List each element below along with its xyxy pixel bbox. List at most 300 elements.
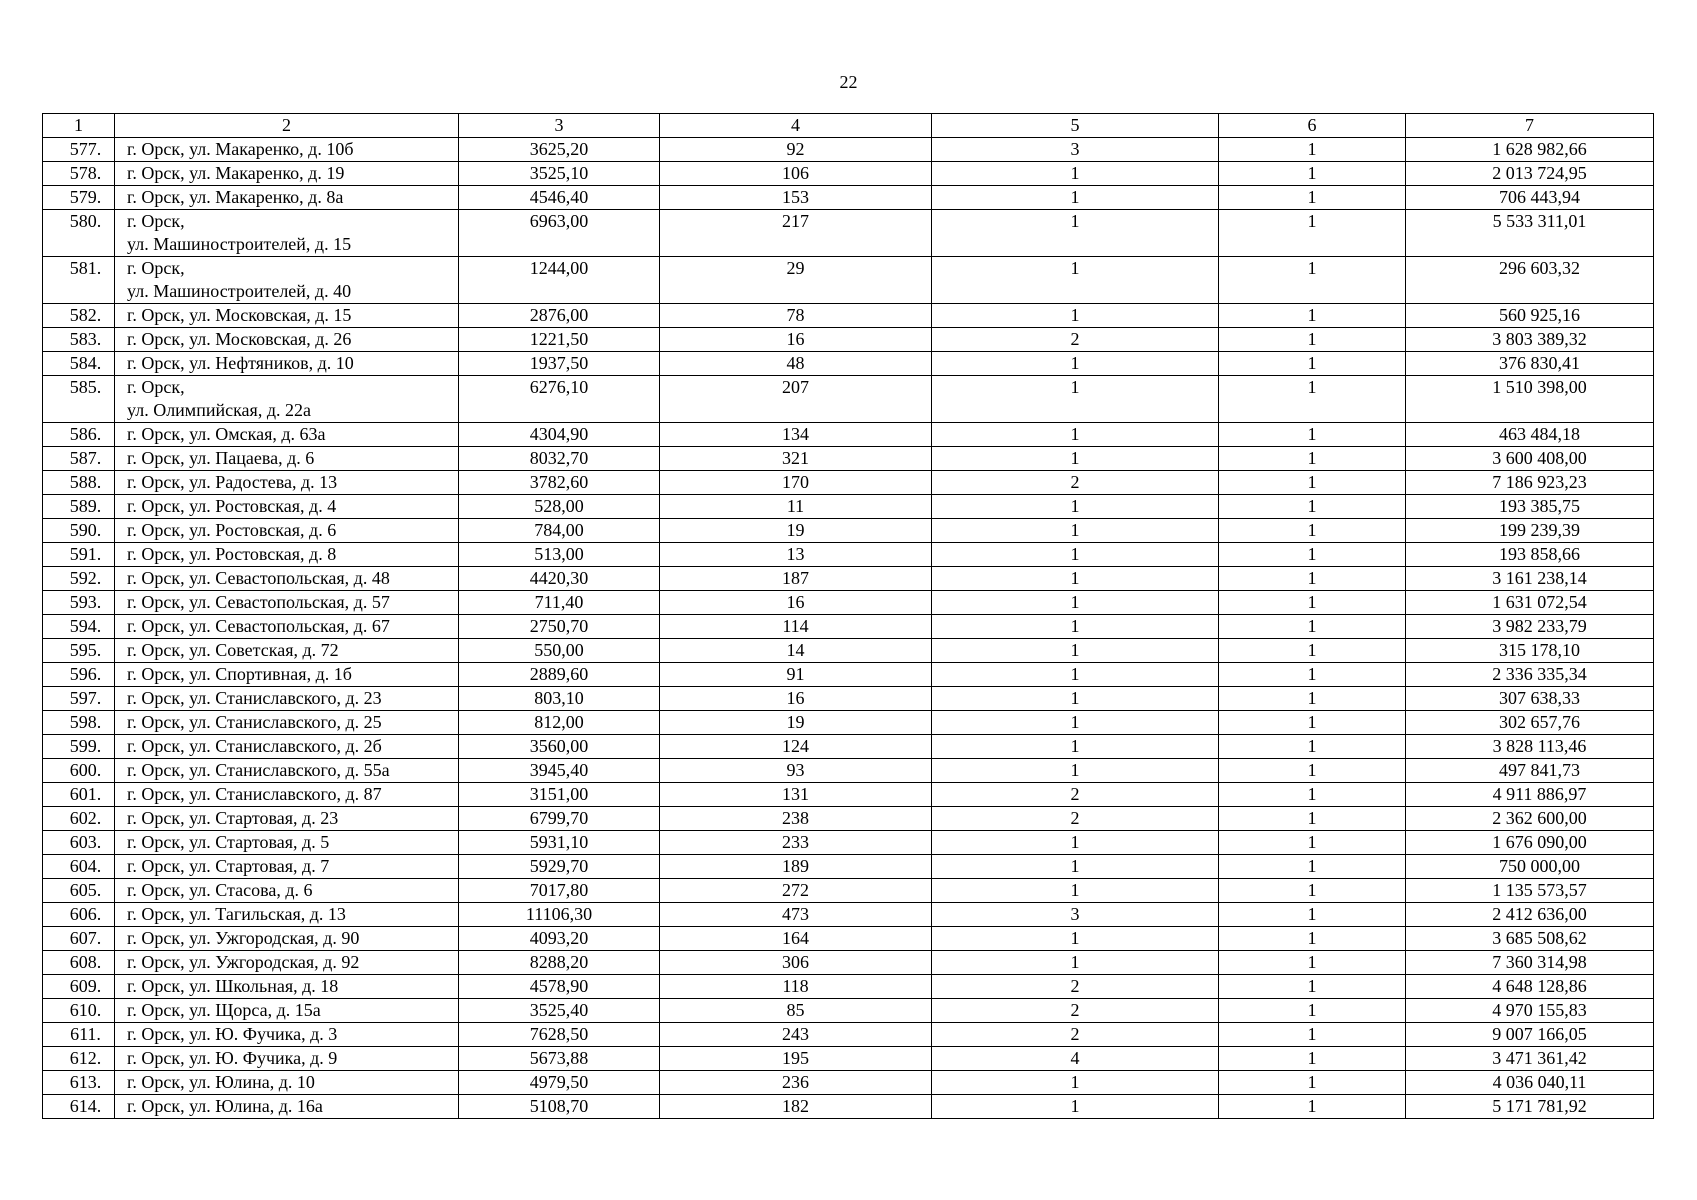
column-5-cell: 1	[932, 447, 1219, 471]
table-row	[43, 1095, 1654, 1119]
address-line: г. Орск, ул. Станиславского, д. 2б	[127, 736, 382, 756]
address-line: г. Орск, ул. Стартовая, д. 23	[127, 808, 339, 828]
column-header: 6	[1219, 114, 1406, 138]
address-line: г. Орск, ул. Тагильская, д. 13	[127, 904, 346, 924]
column-5-cell: 2	[932, 471, 1219, 495]
table-row	[43, 687, 1654, 711]
area-cell: 3525,40	[459, 999, 660, 1023]
column-5-cell: 1	[932, 352, 1219, 376]
address-line: г. Орск,	[127, 258, 185, 278]
address-line: г. Орск, ул. Московская, д. 15	[127, 305, 352, 325]
row-number-cell: 601.	[43, 783, 115, 807]
address-line: ул. Машиностроителей, д. 40	[127, 281, 352, 301]
column-4-cell: 134	[660, 423, 932, 447]
amount-cell: 3 828 113,46	[1406, 735, 1654, 759]
row-number-cell: 611.	[43, 1023, 115, 1047]
amount-cell: 5 533 311,01	[1406, 210, 1654, 257]
row-number-cell: 614.	[43, 1095, 115, 1119]
amount-cell: 307 638,33	[1406, 687, 1654, 711]
column-5-cell: 1	[932, 376, 1219, 423]
table-row	[43, 807, 1654, 831]
address-cell	[115, 423, 459, 447]
area-cell: 7628,50	[459, 1023, 660, 1047]
row-number-cell: 590.	[43, 519, 115, 543]
amount-cell: 2 412 636,00	[1406, 903, 1654, 927]
table-row	[43, 257, 1654, 304]
row-number-cell: 579.	[43, 186, 115, 210]
column-5-cell: 1	[932, 162, 1219, 186]
area-cell: 6276,10	[459, 376, 660, 423]
address-cell	[115, 186, 459, 210]
area-cell: 4304,90	[459, 423, 660, 447]
table-row	[43, 471, 1654, 495]
column-5-cell: 1	[932, 495, 1219, 519]
column-6-cell: 1	[1219, 519, 1406, 543]
column-5-cell: 1	[932, 855, 1219, 879]
column-5-cell: 1	[932, 210, 1219, 257]
area-cell: 4093,20	[459, 927, 660, 951]
table-row	[43, 328, 1654, 352]
row-number-cell: 585.	[43, 376, 115, 423]
row-number-cell: 606.	[43, 903, 115, 927]
address-cell	[115, 1023, 459, 1047]
column-4-cell: 19	[660, 711, 932, 735]
row-number-cell: 597.	[43, 687, 115, 711]
column-4-cell: 48	[660, 352, 932, 376]
column-6-cell: 1	[1219, 735, 1406, 759]
address-cell	[115, 1095, 459, 1119]
column-4-cell: 195	[660, 1047, 932, 1071]
column-4-cell: 189	[660, 855, 932, 879]
column-6-cell: 1	[1219, 186, 1406, 210]
page-number: 22	[839, 72, 858, 92]
row-number-cell: 599.	[43, 735, 115, 759]
table-row	[43, 615, 1654, 639]
amount-cell: 3 685 508,62	[1406, 927, 1654, 951]
address-cell	[115, 975, 459, 999]
address-cell	[115, 951, 459, 975]
column-4-cell: 131	[660, 783, 932, 807]
address-line: г. Орск, ул. Омская, д. 63а	[127, 424, 326, 444]
column-6-cell: 1	[1219, 927, 1406, 951]
table-row	[43, 162, 1654, 186]
address-cell	[115, 471, 459, 495]
row-number-cell: 587.	[43, 447, 115, 471]
column-6-cell: 1	[1219, 352, 1406, 376]
row-number-cell: 598.	[43, 711, 115, 735]
column-5-cell: 1	[932, 615, 1219, 639]
column-6-cell: 1	[1219, 855, 1406, 879]
amount-cell: 376 830,41	[1406, 352, 1654, 376]
area-cell: 8032,70	[459, 447, 660, 471]
column-4-cell: 78	[660, 304, 932, 328]
column-5-cell: 1	[932, 1095, 1219, 1119]
address-line: г. Орск, ул. Спортивная, д. 1б	[127, 664, 352, 684]
table-row	[43, 138, 1654, 162]
column-5-cell: 1	[932, 304, 1219, 328]
address-cell	[115, 879, 459, 903]
column-6-cell: 1	[1219, 591, 1406, 615]
address-cell	[115, 663, 459, 687]
column-5-cell: 1	[932, 663, 1219, 687]
row-number-cell: 580.	[43, 210, 115, 257]
address-cell	[115, 352, 459, 376]
amount-cell: 3 600 408,00	[1406, 447, 1654, 471]
address-cell	[115, 567, 459, 591]
column-4-cell: 306	[660, 951, 932, 975]
address-cell	[115, 495, 459, 519]
table-row	[43, 831, 1654, 855]
column-6-cell: 1	[1219, 999, 1406, 1023]
column-5-cell: 1	[932, 591, 1219, 615]
column-5-cell: 2	[932, 328, 1219, 352]
address-line: г. Орск, ул. Ужгородская, д. 92	[127, 952, 360, 972]
address-line: г. Орск, ул. Ростовская, д. 8	[127, 544, 337, 564]
column-6-cell: 1	[1219, 759, 1406, 783]
row-number-cell: 577.	[43, 138, 115, 162]
table-row	[43, 855, 1654, 879]
column-5-cell: 1	[932, 735, 1219, 759]
row-number-cell: 578.	[43, 162, 115, 186]
column-4-cell: 16	[660, 687, 932, 711]
column-6-cell: 1	[1219, 423, 1406, 447]
area-cell: 6963,00	[459, 210, 660, 257]
column-4-cell: 207	[660, 376, 932, 423]
column-6-cell: 1	[1219, 783, 1406, 807]
table-row	[43, 951, 1654, 975]
table-row	[43, 591, 1654, 615]
column-5-cell: 1	[932, 927, 1219, 951]
amount-cell: 5 171 781,92	[1406, 1095, 1654, 1119]
column-5-cell: 3	[932, 903, 1219, 927]
area-cell: 803,10	[459, 687, 660, 711]
address-cell	[115, 1071, 459, 1095]
column-6-cell: 1	[1219, 831, 1406, 855]
column-5-cell: 4	[932, 1047, 1219, 1071]
column-4-cell: 236	[660, 1071, 932, 1095]
column-4-cell: 92	[660, 138, 932, 162]
column-5-cell: 1	[932, 711, 1219, 735]
column-4-cell: 473	[660, 903, 932, 927]
address-cell	[115, 807, 459, 831]
column-6-cell: 1	[1219, 567, 1406, 591]
amount-cell: 199 239,39	[1406, 519, 1654, 543]
amount-cell: 4 036 040,11	[1406, 1071, 1654, 1095]
amount-cell: 560 925,16	[1406, 304, 1654, 328]
column-4-cell: 11	[660, 495, 932, 519]
address-line: г. Орск, ул. Школьная, д. 18	[127, 976, 339, 996]
address-line: г. Орск, ул. Юлина, д. 10	[127, 1072, 315, 1092]
row-number-cell: 602.	[43, 807, 115, 831]
address-cell	[115, 615, 459, 639]
table-row	[43, 879, 1654, 903]
area-cell: 6799,70	[459, 807, 660, 831]
address-cell	[115, 903, 459, 927]
column-4-cell: 13	[660, 543, 932, 567]
area-cell: 3151,00	[459, 783, 660, 807]
column-4-cell: 91	[660, 663, 932, 687]
row-number-cell: 589.	[43, 495, 115, 519]
area-cell: 812,00	[459, 711, 660, 735]
area-cell: 2889,60	[459, 663, 660, 687]
table-row	[43, 423, 1654, 447]
row-number-cell: 605.	[43, 879, 115, 903]
table-row	[43, 639, 1654, 663]
table-row	[43, 927, 1654, 951]
address-line: г. Орск, ул. Щорса, д. 15а	[127, 1000, 321, 1020]
row-number-cell: 584.	[43, 352, 115, 376]
column-4-cell: 321	[660, 447, 932, 471]
table-row	[43, 735, 1654, 759]
table-row	[43, 352, 1654, 376]
column-5-cell: 2	[932, 783, 1219, 807]
column-5-cell: 2	[932, 975, 1219, 999]
address-cell	[115, 257, 459, 304]
amount-cell: 463 484,18	[1406, 423, 1654, 447]
amount-cell: 296 603,32	[1406, 257, 1654, 304]
column-6-cell: 1	[1219, 376, 1406, 423]
column-5-cell: 1	[932, 543, 1219, 567]
table-row	[43, 304, 1654, 328]
column-5-cell: 2	[932, 1023, 1219, 1047]
column-5-cell: 1	[932, 687, 1219, 711]
column-6-cell: 1	[1219, 447, 1406, 471]
row-number-cell: 609.	[43, 975, 115, 999]
address-line: ул. Машиностроителей, д. 15	[127, 234, 352, 254]
column-header: 3	[459, 114, 660, 138]
column-4-cell: 272	[660, 879, 932, 903]
address-cell	[115, 1047, 459, 1071]
column-6-cell: 1	[1219, 1023, 1406, 1047]
column-5-cell: 1	[932, 831, 1219, 855]
table-row	[43, 1047, 1654, 1071]
address-line: г. Орск, ул. Радостева, д. 13	[127, 472, 338, 492]
row-number-cell: 593.	[43, 591, 115, 615]
row-number-cell: 613.	[43, 1071, 115, 1095]
area-cell: 4420,30	[459, 567, 660, 591]
column-4-cell: 16	[660, 328, 932, 352]
row-number-cell: 612.	[43, 1047, 115, 1071]
table-row	[43, 1071, 1654, 1095]
amount-cell: 4 970 155,83	[1406, 999, 1654, 1023]
area-cell: 550,00	[459, 639, 660, 663]
column-4-cell: 233	[660, 831, 932, 855]
address-cell	[115, 447, 459, 471]
row-number-cell: 581.	[43, 257, 115, 304]
table-row	[43, 543, 1654, 567]
column-6-cell: 1	[1219, 663, 1406, 687]
address-line: г. Орск, ул. Макаренко, д. 19	[127, 163, 345, 183]
row-number-cell: 592.	[43, 567, 115, 591]
amount-cell: 1 631 072,54	[1406, 591, 1654, 615]
area-cell: 7017,80	[459, 879, 660, 903]
amount-cell: 9 007 166,05	[1406, 1023, 1654, 1047]
area-cell: 3945,40	[459, 759, 660, 783]
table-row	[43, 663, 1654, 687]
area-cell: 11106,30	[459, 903, 660, 927]
column-6-cell: 1	[1219, 210, 1406, 257]
amount-cell: 7 360 314,98	[1406, 951, 1654, 975]
row-number-cell: 608.	[43, 951, 115, 975]
amount-cell: 7 186 923,23	[1406, 471, 1654, 495]
address-line: г. Орск, ул. Станиславского, д. 25	[127, 712, 382, 732]
area-cell: 4546,40	[459, 186, 660, 210]
row-number-cell: 603.	[43, 831, 115, 855]
column-5-cell: 1	[932, 879, 1219, 903]
column-6-cell: 1	[1219, 615, 1406, 639]
column-6-cell: 1	[1219, 495, 1406, 519]
column-5-cell: 1	[932, 639, 1219, 663]
area-cell: 4578,90	[459, 975, 660, 999]
address-cell	[115, 304, 459, 328]
column-4-cell: 29	[660, 257, 932, 304]
address-line: г. Орск, ул. Стасова, д. 6	[127, 880, 313, 900]
amount-cell: 315 178,10	[1406, 639, 1654, 663]
amount-cell: 1 510 398,00	[1406, 376, 1654, 423]
address-cell	[115, 999, 459, 1023]
address-cell	[115, 210, 459, 257]
amount-cell: 1 135 573,57	[1406, 879, 1654, 903]
table-row	[43, 447, 1654, 471]
column-6-cell: 1	[1219, 975, 1406, 999]
area-cell: 711,40	[459, 591, 660, 615]
column-5-cell: 1	[932, 759, 1219, 783]
column-6-cell: 1	[1219, 951, 1406, 975]
address-line: г. Орск, ул. Советская, д. 72	[127, 640, 339, 660]
address-line: г. Орск,	[127, 211, 185, 231]
column-4-cell: 182	[660, 1095, 932, 1119]
amount-cell: 2 362 600,00	[1406, 807, 1654, 831]
row-number-cell: 582.	[43, 304, 115, 328]
area-cell: 513,00	[459, 543, 660, 567]
address-line: г. Орск, ул. Нефтяников, д. 10	[127, 353, 354, 373]
column-6-cell: 1	[1219, 1071, 1406, 1095]
column-5-cell: 1	[932, 951, 1219, 975]
area-cell: 3782,60	[459, 471, 660, 495]
amount-cell: 2 013 724,95	[1406, 162, 1654, 186]
column-6-cell: 1	[1219, 543, 1406, 567]
address-line: г. Орск, ул. Станиславского, д. 87	[127, 784, 382, 804]
table-row	[43, 903, 1654, 927]
address-cell	[115, 519, 459, 543]
column-4-cell: 238	[660, 807, 932, 831]
area-cell: 2876,00	[459, 304, 660, 328]
column-6-cell: 1	[1219, 1095, 1406, 1119]
row-number-cell: 583.	[43, 328, 115, 352]
address-line: г. Орск, ул. Станиславского, д. 55а	[127, 760, 390, 780]
address-line: г. Орск,	[127, 377, 185, 397]
address-line: г. Орск, ул. Юлина, д. 16а	[127, 1096, 323, 1116]
amount-cell: 4 648 128,86	[1406, 975, 1654, 999]
address-line: г. Орск, ул. Ю. Фучика, д. 3	[127, 1024, 338, 1044]
amount-cell: 302 657,76	[1406, 711, 1654, 735]
amount-cell: 193 385,75	[1406, 495, 1654, 519]
row-number-cell: 607.	[43, 927, 115, 951]
table-row	[43, 376, 1654, 423]
address-cell	[115, 831, 459, 855]
table-row	[43, 999, 1654, 1023]
address-line: г. Орск, ул. Московская, д. 26	[127, 329, 352, 349]
table-row	[43, 783, 1654, 807]
column-5-cell: 1	[932, 186, 1219, 210]
area-cell: 1937,50	[459, 352, 660, 376]
amount-cell: 3 803 389,32	[1406, 328, 1654, 352]
amount-cell: 3 161 238,14	[1406, 567, 1654, 591]
column-4-cell: 217	[660, 210, 932, 257]
address-cell	[115, 711, 459, 735]
amount-cell: 1 628 982,66	[1406, 138, 1654, 162]
row-number-cell: 600.	[43, 759, 115, 783]
column-4-cell: 164	[660, 927, 932, 951]
column-5-cell: 1	[932, 423, 1219, 447]
address-line: г. Орск, ул. Стартовая, д. 5	[127, 832, 330, 852]
address-cell	[115, 639, 459, 663]
column-6-cell: 1	[1219, 807, 1406, 831]
address-line: г. Орск, ул. Ростовская, д. 6	[127, 520, 337, 540]
column-4-cell: 19	[660, 519, 932, 543]
address-line: г. Орск, ул. Ужгородская, д. 90	[127, 928, 360, 948]
address-cell	[115, 162, 459, 186]
column-4-cell: 118	[660, 975, 932, 999]
address-line: г. Орск, ул. Пацаева, д. 6	[127, 448, 315, 468]
area-cell: 1244,00	[459, 257, 660, 304]
address-cell	[115, 376, 459, 423]
column-6-cell: 1	[1219, 879, 1406, 903]
column-4-cell: 170	[660, 471, 932, 495]
column-5-cell: 1	[932, 1071, 1219, 1095]
address-line: г. Орск, ул. Стартовая, д. 7	[127, 856, 330, 876]
table-row	[43, 567, 1654, 591]
column-4-cell: 243	[660, 1023, 932, 1047]
column-6-cell: 1	[1219, 328, 1406, 352]
area-cell: 2750,70	[459, 615, 660, 639]
data-table	[42, 113, 1654, 1119]
area-cell: 4979,50	[459, 1071, 660, 1095]
row-number-cell: 591.	[43, 543, 115, 567]
column-header: 2	[115, 114, 459, 138]
address-line: г. Орск, ул. Севастопольская, д. 67	[127, 616, 390, 636]
table-header-row	[43, 114, 1654, 138]
column-6-cell: 1	[1219, 711, 1406, 735]
amount-cell: 193 858,66	[1406, 543, 1654, 567]
address-cell	[115, 543, 459, 567]
column-header: 7	[1406, 114, 1654, 138]
address-line: г. Орск, ул. Макаренко, д. 8а	[127, 187, 344, 207]
amount-cell: 2 336 335,34	[1406, 663, 1654, 687]
area-cell: 3560,00	[459, 735, 660, 759]
column-5-cell: 2	[932, 807, 1219, 831]
table-row	[43, 759, 1654, 783]
row-number-cell: 604.	[43, 855, 115, 879]
table-row	[43, 186, 1654, 210]
area-cell: 8288,20	[459, 951, 660, 975]
address-cell	[115, 138, 459, 162]
address-line: г. Орск, ул. Ростовская, д. 4	[127, 496, 337, 516]
amount-cell: 3 982 233,79	[1406, 615, 1654, 639]
row-number-cell: 594.	[43, 615, 115, 639]
address-cell	[115, 687, 459, 711]
table-row	[43, 1023, 1654, 1047]
column-5-cell: 1	[932, 567, 1219, 591]
table-row	[43, 210, 1654, 257]
column-6-cell: 1	[1219, 1047, 1406, 1071]
address-line: ул. Олимпийская, д. 22а	[127, 400, 311, 420]
table-row	[43, 975, 1654, 999]
column-header: 4	[660, 114, 932, 138]
table-row	[43, 519, 1654, 543]
area-cell: 784,00	[459, 519, 660, 543]
area-cell: 5108,70	[459, 1095, 660, 1119]
